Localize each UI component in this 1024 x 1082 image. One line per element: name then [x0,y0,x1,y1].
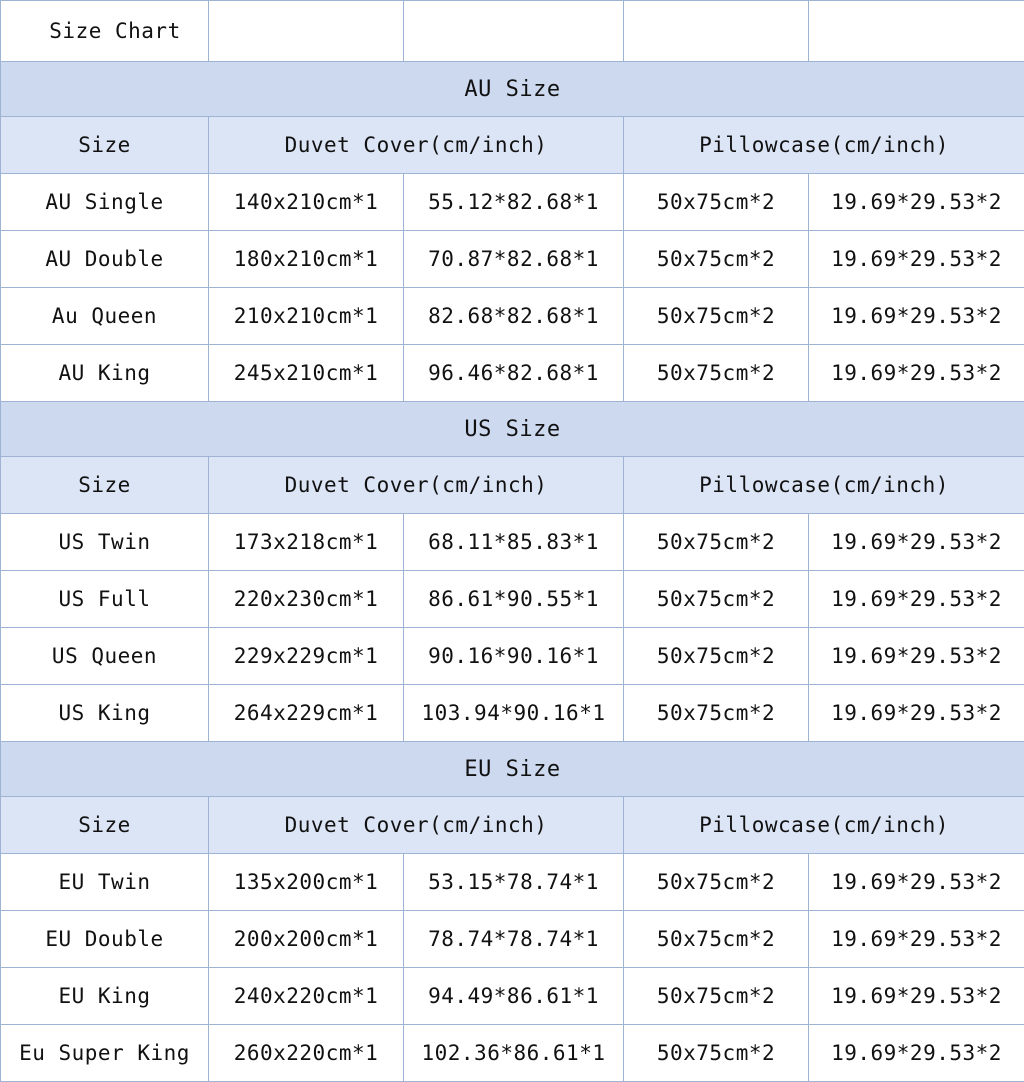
cell-duvet-cm: 135x200cm*1 [209,854,404,911]
table-row [1,231,1024,288]
table-row [1,628,1024,685]
cell-pillow-cm: 50x75cm*2 [624,345,809,402]
table-row [1,911,1024,968]
cell-duvet-cm: 260x220cm*1 [209,1025,404,1082]
cell-pillow-inch: 19.69*29.53*2 [809,345,1024,402]
table-row [1,174,1024,231]
cell-size: US King [1,685,209,742]
cell-size: Eu Super King [1,1025,209,1082]
cell-size: US Full [1,571,209,628]
cell-size: Au Queen [1,288,209,345]
cell-duvet-inch: 103.94*90.16*1 [404,685,624,742]
cell-pillow-cm: 50x75cm*2 [624,911,809,968]
cell-size: EU Double [1,911,209,968]
table-row [1,968,1024,1025]
cell-pillow-inch: 19.69*29.53*2 [809,854,1024,911]
cell-duvet-cm: 229x229cm*1 [209,628,404,685]
cell-pillow-cm: 50x75cm*2 [624,514,809,571]
cell-duvet-inch: 86.61*90.55*1 [404,571,624,628]
cell-duvet-cm: 264x229cm*1 [209,685,404,742]
region-label: AU Size [1,62,1024,117]
page-title: Size Chart [1,1,209,62]
column-header-pillowcase: Pillowcase(cm/inch) [624,117,1024,174]
cell-duvet-cm: 210x210cm*1 [209,288,404,345]
cell-duvet-inch: 102.36*86.61*1 [404,1025,624,1082]
region-label: EU Size [1,742,1024,797]
cell-pillow-inch: 19.69*29.53*2 [809,685,1024,742]
table-row [1,514,1024,571]
cell-duvet-inch: 68.11*85.83*1 [404,514,624,571]
cell-pillow-inch: 19.69*29.53*2 [809,911,1024,968]
region-header-row [1,62,1024,117]
table-row [1,1025,1024,1082]
table-row [1,854,1024,911]
cell-pillow-inch: 19.69*29.53*2 [809,571,1024,628]
region-header-row [1,742,1024,797]
cell-duvet-inch: 55.12*82.68*1 [404,174,624,231]
column-header-row [1,117,1024,174]
cell-duvet-inch: 78.74*78.74*1 [404,911,624,968]
column-header-pillowcase: Pillowcase(cm/inch) [624,457,1024,514]
cell-pillow-cm: 50x75cm*2 [624,685,809,742]
cell-duvet-cm: 220x230cm*1 [209,571,404,628]
title-blank-cell-2 [404,1,624,62]
cell-pillow-cm: 50x75cm*2 [624,231,809,288]
cell-pillow-inch: 19.69*29.53*2 [809,1025,1024,1082]
column-header-duvet: Duvet Cover(cm/inch) [209,797,624,854]
cell-duvet-cm: 140x210cm*1 [209,174,404,231]
region-label: US Size [1,402,1024,457]
title-blank-cell-3 [624,1,809,62]
cell-pillow-cm: 50x75cm*2 [624,628,809,685]
cell-duvet-inch: 53.15*78.74*1 [404,854,624,911]
column-header-pillowcase: Pillowcase(cm/inch) [624,797,1024,854]
column-header-duvet: Duvet Cover(cm/inch) [209,117,624,174]
cell-duvet-cm: 180x210cm*1 [209,231,404,288]
title-blank-cell-1 [209,1,404,62]
cell-duvet-cm: 173x218cm*1 [209,514,404,571]
table-row [1,288,1024,345]
table-row [1,685,1024,742]
column-header-size: Size [1,457,209,514]
region-header-row [1,402,1024,457]
cell-duvet-cm: 200x200cm*1 [209,911,404,968]
column-header-size: Size [1,797,209,854]
cell-pillow-inch: 19.69*29.53*2 [809,968,1024,1025]
cell-size: US Twin [1,514,209,571]
cell-duvet-inch: 70.87*82.68*1 [404,231,624,288]
cell-pillow-inch: 19.69*29.53*2 [809,514,1024,571]
cell-size: EU King [1,968,209,1025]
cell-pillow-cm: 50x75cm*2 [624,288,809,345]
cell-pillow-inch: 19.69*29.53*2 [809,628,1024,685]
title-blank-cell-4 [809,1,1024,62]
cell-duvet-cm: 240x220cm*1 [209,968,404,1025]
cell-pillow-cm: 50x75cm*2 [624,968,809,1025]
cell-duvet-inch: 94.49*86.61*1 [404,968,624,1025]
table-row [1,345,1024,402]
column-header-duvet: Duvet Cover(cm/inch) [209,457,624,514]
cell-size: AU Single [1,174,209,231]
cell-pillow-cm: 50x75cm*2 [624,854,809,911]
cell-pillow-cm: 50x75cm*2 [624,174,809,231]
column-header-row [1,457,1024,514]
column-header-row [1,797,1024,854]
cell-size: US Queen [1,628,209,685]
cell-duvet-inch: 96.46*82.68*1 [404,345,624,402]
cell-duvet-inch: 90.16*90.16*1 [404,628,624,685]
cell-duvet-cm: 245x210cm*1 [209,345,404,402]
cell-size: AU King [1,345,209,402]
cell-pillow-cm: 50x75cm*2 [624,571,809,628]
cell-pillow-inch: 19.69*29.53*2 [809,231,1024,288]
size-chart-body [1,1,1024,1082]
cell-pillow-inch: 19.69*29.53*2 [809,288,1024,345]
table-row [1,571,1024,628]
cell-size: EU Twin [1,854,209,911]
cell-size: AU Double [1,231,209,288]
column-header-size: Size [1,117,209,174]
cell-pillow-cm: 50x75cm*2 [624,1025,809,1082]
chart-title-row [1,1,1024,62]
cell-pillow-inch: 19.69*29.53*2 [809,174,1024,231]
cell-duvet-inch: 82.68*82.68*1 [404,288,624,345]
